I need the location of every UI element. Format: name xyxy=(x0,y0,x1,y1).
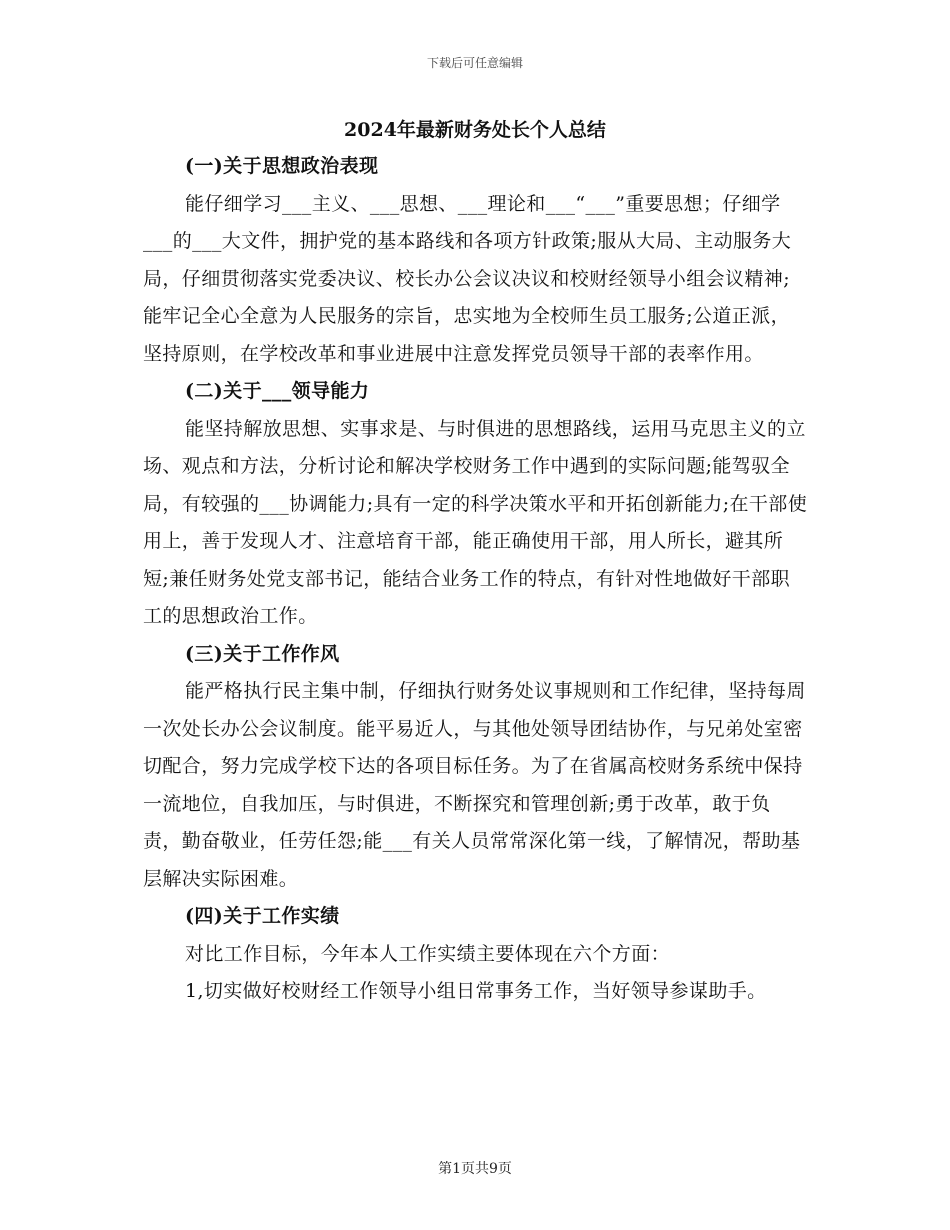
document-body xyxy=(143,148,808,1011)
page-footer: 第1页共9页 xyxy=(438,1161,512,1177)
section-heading-3: (三)关于工作作风 xyxy=(185,642,340,665)
section-heading-4: (四)关于工作实绩 xyxy=(185,905,340,927)
section-heading-1: (一)关于思想政治表现 xyxy=(185,155,379,177)
section-paragraph-1: 能仔细学习___主义、___思想、___理论和___“___”重要思想；仔细学___的___大文件，拥护党的基本路线和各项方针政策;服从大局、主动服务大局，仔细贯彻落实党委决议、校长办公会议决议和校财经领导小组会议精神;能牢记全心全意为人民服务的宗旨，忠实地为全校师生员工服务;公道正派，坚持原则，在学校改革和事业进展中注意发挥党员领导干部的表率作用。 xyxy=(143,192,792,365)
section-paragraph-3: 能严格执行民主集中制，仔细执行财务处议事规则和工作纪律，坚持每周一次处长办公会议制度。能平易近人，与其他处领导团结协作，与兄弟处室密切配合，努力完成学校下达的各项目标任务。为了在省属高校财务系统中保持一流地位，自我加压，与时俱进，不断探究和管理创新;勇于改革，敢于负责，勤奋敬业，任劳任怨;能___有关人员常常深化第一线，了解情况，帮助基层解决实际困难。 xyxy=(143,680,806,890)
page-header: 下载后可任意编辑 xyxy=(426,56,523,70)
section-paragraph-4: 对比工作目标，今年本人工作实绩主要体现在六个方面： xyxy=(185,942,671,965)
section-paragraph-5: 1,切实做好校财经工作领导小组日常事务工作，当好领导参谋助手。 xyxy=(185,980,767,1002)
section-paragraph-2: 能坚持解放思想、实事求是、与时俱进的思想路线，运用马克思主义的立场、观点和方法，分析讨论和解决学校财务工作中遇到的实际问题;能驾驭全局，有较强的___协调能力;具有一定的科学决策水平和开拓创新能力;在干部使用上，善于发现人才、注意培育干部，能正确使用干部，用人所长，避其所短;兼任财务处党支部书记，能结合业务工作的特点，有针对性地做好干部职工的思想政治工作。 xyxy=(143,417,808,627)
document-title: 2024年最新财务处长个人总结 xyxy=(344,119,606,141)
section-heading-2: (二)关于___领导能力 xyxy=(185,380,370,402)
